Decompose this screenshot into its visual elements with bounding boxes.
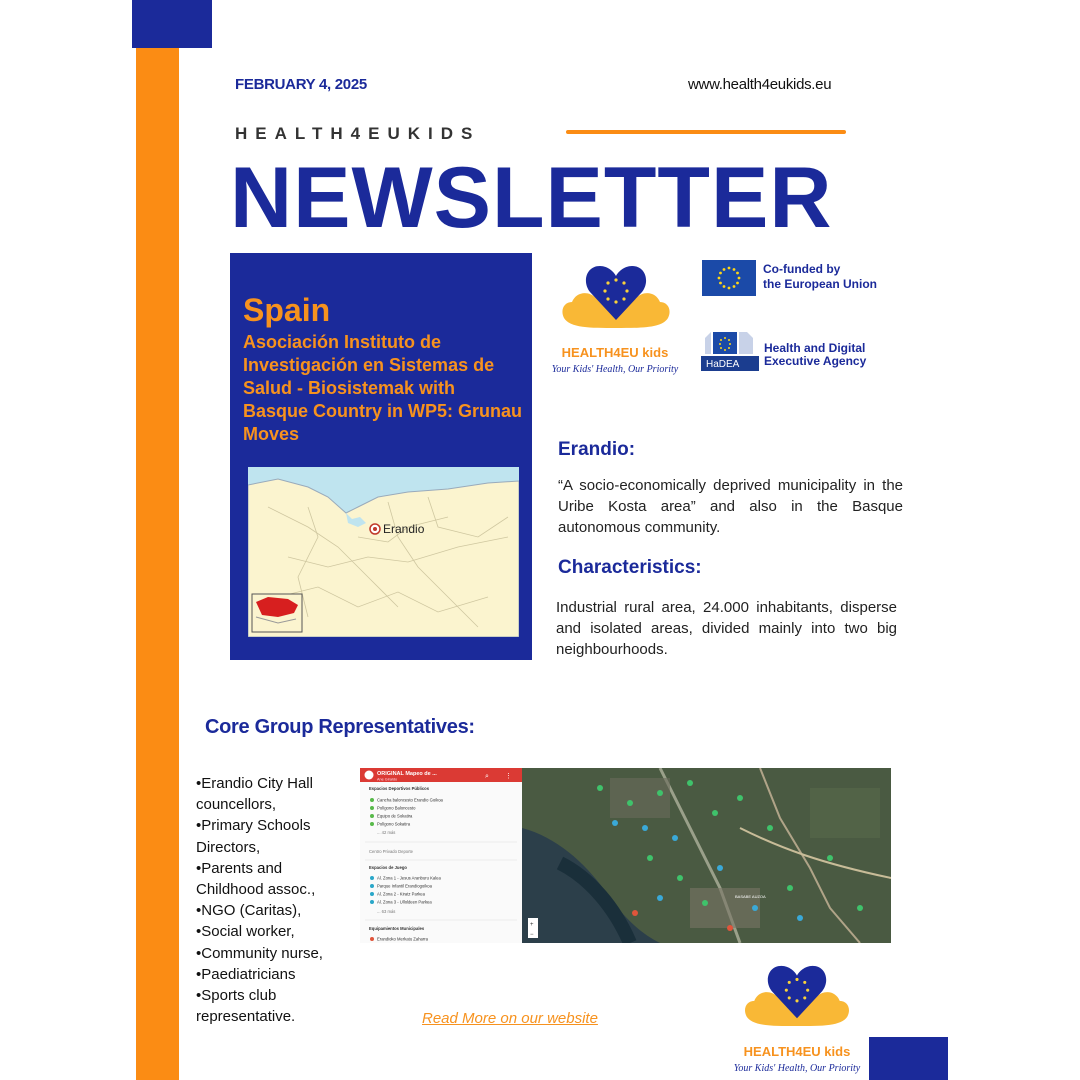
map-list-item[interactable]: Al. Zona 1 - Jesus Aranburu Kalea (377, 875, 441, 881)
map-list-item[interactable]: Erandioko Merkatu Zaharra (377, 936, 428, 942)
map-list-item[interactable]: Parque Infantil Erandiogoikoa (377, 883, 432, 889)
map-list-item[interactable]: Polígono Baloncesto (377, 805, 416, 811)
eu-flag-icon (702, 260, 756, 296)
website-link[interactable]: www.health4eukids.eu (688, 76, 832, 93)
hadea-line-2: Executive Agency (764, 354, 867, 368)
map-section-heading: Equipamientos Municipales (369, 926, 425, 931)
erandio-description: “A socio-economically deprived municipality in the Uribe Kosta area” and also in the Basque autonomous community. (558, 477, 903, 536)
list-item: •NGO (Caritas), (196, 902, 302, 920)
health4eu-logo-tagline: Your Kids' Health, Our Priority (551, 364, 679, 375)
brand-divider (566, 130, 846, 134)
hadea-badge-text: HaDEA (706, 359, 740, 370)
map-list-item[interactable]: Equipo de Sokatira (377, 813, 413, 819)
list-item: •Erandio City Hall (196, 775, 313, 792)
health4eu-logo-icon (560, 262, 672, 330)
map-list-item[interactable]: Polígono Sokatira (377, 821, 411, 827)
map-list-item[interactable]: Cancha baloncesto Erandio Goikoa (377, 797, 443, 803)
health4eu-footer-name: HEALTH4EU kids (743, 1044, 851, 1059)
characteristics-heading: Characteristics: (558, 557, 702, 578)
map-list-item[interactable]: Al. Zona 3 - Ulloldeen Parkea (377, 899, 432, 905)
zoom-out-icon[interactable]: − (530, 932, 534, 938)
list-item: councellors, (196, 796, 277, 814)
eu-line-2: the European Union (763, 277, 877, 291)
list-item: Childhood assoc., (196, 881, 316, 899)
top-blue-square (132, 0, 212, 48)
organization-name: Asociación Instituto de Investigación en Sistemas de Salud - Biosistemak with Basque Country in WP5: Grunau Moves (243, 332, 523, 444)
map-area-label: BASABE AUZOA (735, 894, 766, 899)
bottom-blue-square (869, 1037, 948, 1080)
map-more-link[interactable]: ... 42 más (377, 830, 396, 835)
map-section-heading: Espacios de Juego (369, 865, 407, 870)
list-item: representative. (196, 1008, 296, 1026)
list-item: •Community nurse, (196, 944, 323, 962)
eu-funding-label (763, 262, 877, 292)
list-item: Directors, (196, 838, 261, 856)
map-more-link[interactable]: ... 63 más (377, 909, 396, 914)
read-more-link[interactable]: Read More on our website (422, 1010, 598, 1027)
map-section-heading: Espacios Deportivos Públicos (369, 786, 430, 791)
hadea-line-1: Health and Digital (764, 341, 866, 355)
list-item: •Paediatricians (196, 965, 296, 983)
map-app-title: ORIGINAL Mapeo de ... (377, 771, 437, 777)
map-place-label: Erandio (383, 522, 425, 536)
hadea-label (764, 342, 866, 368)
health4eu-footer-tagline: Your Kids' Health, Our Priority (733, 1063, 861, 1074)
more-icon[interactable]: ⋮ (505, 773, 512, 780)
search-icon[interactable]: ⌕ (485, 773, 489, 780)
hadea-logo-icon (701, 330, 759, 371)
left-orange-bar (136, 48, 179, 1080)
newsletter-title: NEWSLETTER (230, 150, 833, 246)
erandio-map (248, 467, 519, 637)
list-item: •Social worker, (196, 923, 295, 941)
list-item: •Sports club (196, 987, 277, 1005)
issue-date: FEBRUARY 4, 2025 (235, 76, 367, 93)
zoom-in-icon[interactable]: + (530, 922, 534, 928)
map-app-subtitle: Ane Giraldo (377, 777, 398, 782)
map-list-item[interactable]: Al. Zona 2 - Kiratz Parkea (377, 891, 425, 897)
country-heading: Spain (243, 292, 331, 328)
list-item: •Parents and (196, 859, 283, 877)
core-group-heading: Core Group Representatives: (205, 716, 475, 738)
list-item: •Primary Schools (196, 817, 311, 835)
characteristics-description: Industrial rural area, 24.000 inhabitants, disperse and isolated areas, divided mainly into two big neighbourhoods. (556, 599, 897, 658)
health4eu-logo-name: HEALTH4EU kids (561, 345, 669, 360)
brand-name: HEALTH4EUKIDS (235, 124, 481, 143)
erandio-heading: Erandio: (558, 439, 636, 460)
core-group-list (196, 773, 356, 1027)
map-section-heading: Centro Privado Deporte (369, 849, 413, 854)
health4eu-footer-logo-icon (742, 962, 852, 1028)
eu-line-1: Co-funded by (763, 262, 841, 276)
map-app-screenshot (360, 768, 891, 943)
